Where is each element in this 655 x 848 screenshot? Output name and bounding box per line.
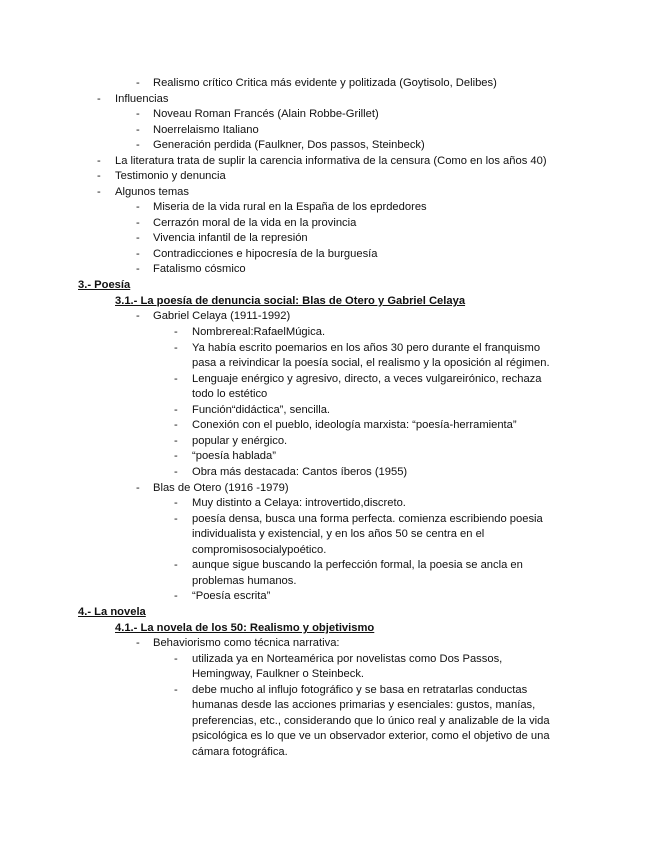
list-dash: -: [174, 326, 178, 338]
list-item-continuation: Hemingway, Faulkner o Steinbeck.: [192, 668, 365, 680]
list-item-continuation: pasa a reivindicar la poesía social, el realismo y la oposición al régimen.: [192, 357, 550, 369]
list-item: Cerrazón moral de la vida en la provincia: [153, 217, 357, 229]
list-dash: -: [174, 373, 178, 385]
list-dash: -: [136, 108, 140, 120]
list-item: Nombrereal:RafaelMúgica.: [192, 326, 326, 338]
list-item: Vivencia infantil de la represión: [153, 232, 308, 244]
list-item-continuation: todo lo estético: [192, 388, 268, 400]
list-dash: -: [174, 684, 178, 696]
list-dash: -: [136, 217, 140, 229]
list-item-continuation: psicológica es lo que ve un observador exterior, como el objetivo de una: [192, 730, 550, 742]
list-dash: -: [174, 435, 178, 447]
list-item: Generación perdida (Faulkner, Dos passos, Steinbeck): [153, 139, 425, 151]
list-item: Miseria de la vida rural en la España de los eprdedores: [153, 201, 427, 213]
subsection-heading: 3.1.- La poesía de denuncia social: Blas de Otero y Gabriel Celaya: [115, 295, 466, 307]
list-dash: -: [136, 139, 140, 151]
list-dash: -: [136, 124, 140, 136]
list-item: poesía densa, busca una forma perfecta. comienza escribiendo poesia: [192, 513, 543, 525]
list-item-continuation: problemas humanos.: [192, 575, 297, 587]
list-item: popular y enérgico.: [192, 435, 288, 447]
list-item: Lenguaje enérgico y agresivo, directo, a veces vulgareirónico, rechaza: [192, 373, 542, 385]
list-item-continuation: individualista y existencial, y en los años 50 se centra en el: [192, 528, 485, 540]
list-item: Realismo crítico Critica más evidente y politizada (Goytisolo, Delibes): [153, 77, 497, 89]
list-dash: -: [174, 342, 178, 354]
list-dash: -: [97, 186, 101, 198]
list-dash: -: [136, 248, 140, 260]
list-item: Gabriel Celaya (1911-1992): [153, 310, 291, 322]
list-item: utilizada ya en Norteamérica por novelistas como Dos Passos,: [192, 653, 503, 665]
subsection-heading: 4.1.- La novela de los 50: Realismo y objetivismo: [115, 622, 375, 634]
list-dash: -: [136, 232, 140, 244]
list-item: Contradicciones e hipocresía de la burguesía: [153, 248, 378, 260]
list-item-continuation: humanas desde las acciones primarias y esenciales: gustos, manías,: [192, 699, 536, 711]
list-dash: -: [136, 201, 140, 213]
list-dash: -: [174, 590, 178, 602]
list-dash: -: [174, 497, 178, 509]
list-dash: -: [97, 93, 101, 105]
list-dash: -: [174, 513, 178, 525]
list-dash: -: [174, 404, 178, 416]
list-dash: -: [136, 77, 140, 89]
list-item: Función“didáctica”, sencilla.: [192, 404, 331, 416]
list-item: Ya había escrito poemarios en los años 30 pero durante el franquismo: [192, 342, 541, 354]
list-item: Muy distinto a Celaya: introvertido,discreto.: [192, 497, 406, 509]
list-item: “Poesía escrita”: [192, 590, 271, 602]
section-heading: 4.- La novela: [78, 606, 146, 618]
list-item: Testimonio y denuncia: [115, 170, 226, 182]
list-dash: -: [97, 155, 101, 167]
list-dash: -: [136, 637, 140, 649]
list-item: Noerrelaismo Italiano: [153, 124, 259, 136]
list-dash: -: [97, 170, 101, 182]
list-dash: -: [174, 419, 178, 431]
list-item: aunque sigue buscando la perfección formal, la poesia se ancla en: [192, 559, 523, 571]
list-dash: -: [136, 310, 140, 322]
list-dash: -: [174, 450, 178, 462]
list-item: Influencias: [115, 93, 169, 105]
list-item: La literatura trata de suplir la carencia informativa de la censura (Como en los años 40): [115, 155, 547, 167]
list-item: Fatalismo cósmico: [153, 263, 246, 275]
list-item: Behaviorismo como técnica narrativa:: [153, 637, 340, 649]
list-dash: -: [174, 466, 178, 478]
list-dash: -: [174, 653, 178, 665]
list-item: Noveau Roman Francés (Alain Robbe-Grillet): [153, 108, 379, 120]
list-dash: -: [174, 559, 178, 571]
list-item-continuation: preferencias, etc., considerando que lo único real y analizable de la vida: [192, 715, 550, 727]
list-item: Conexión con el pueblo, ideología marxista: “poesía-herramienta”: [192, 419, 517, 431]
list-item: Obra más destacada: Cantos íberos (1955): [192, 466, 408, 478]
list-item-continuation: compromisosocialypoético.: [192, 544, 327, 556]
list-dash: -: [136, 482, 140, 494]
list-item: debe mucho al influjo fotográfico y se basa en retratarlas conductas: [192, 684, 528, 696]
list-dash: -: [136, 263, 140, 275]
list-item: Blas de Otero (1916 -1979): [153, 482, 289, 494]
list-item: “poesía hablada”: [192, 450, 276, 462]
list-item-continuation: cámara fotográfica.: [192, 746, 288, 758]
list-item: Algunos temas: [115, 186, 190, 198]
section-heading: 3.- Poesía: [78, 279, 131, 291]
